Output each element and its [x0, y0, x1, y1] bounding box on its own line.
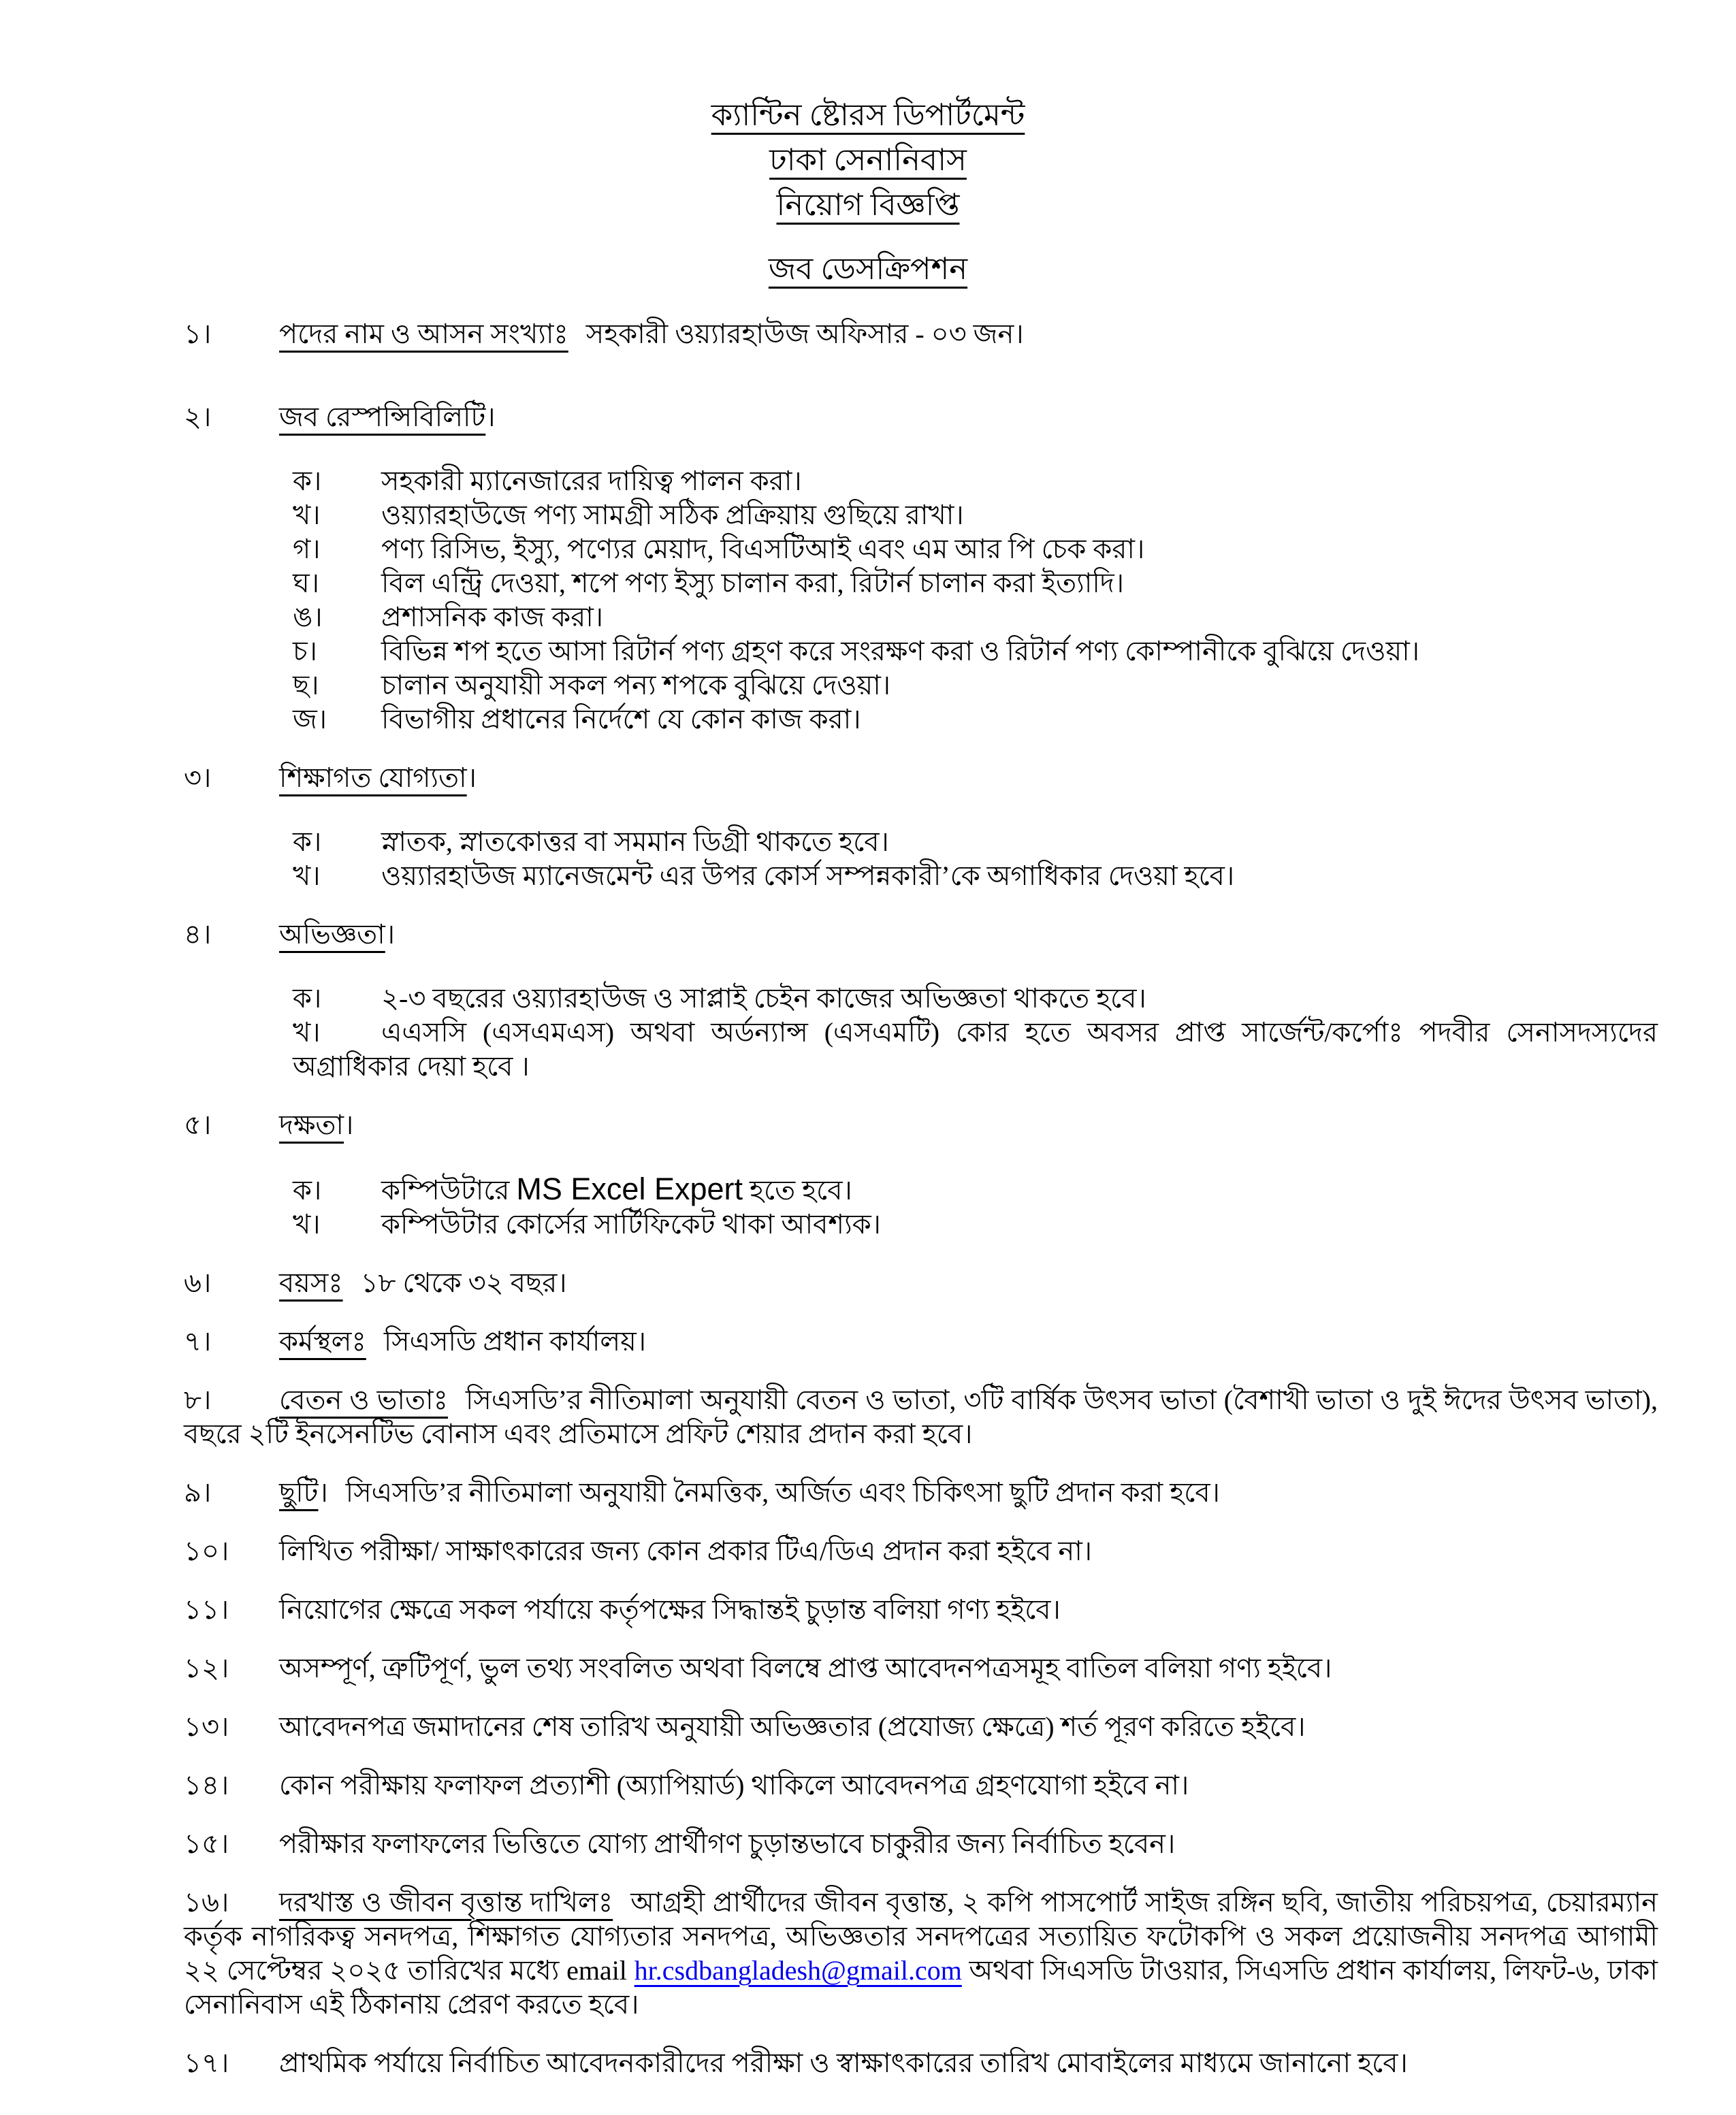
sub-text: কম্পিউটার কোর্সের সার্টিফিকেট থাকা আবশ্যক। — [381, 1209, 881, 1240]
sub-letter: ক। — [293, 826, 322, 857]
item-text: প্রাথমিক পর্যায়ে নির্বাচিত আবেদনকারীদের পরীক্ষা ও স্বাক্ষাৎকারের তারিখ মোবাইলের মাধ্যমে জানানো হবে। — [279, 2048, 1408, 2078]
item-number: ৫। — [184, 1110, 212, 1140]
sub-letter: চ। — [293, 636, 317, 666]
item-label: দরখাস্ত ও জীবন বৃত্তান্ত দাখিলঃ — [279, 1887, 613, 1918]
sub-letter: খ। — [293, 500, 321, 530]
item-1-post-name — [184, 317, 1658, 351]
sub-item — [293, 1208, 1658, 1242]
item-5-skills — [184, 1108, 1658, 1142]
sub-text: বিভাগীয় প্রধানের নির্দেশে যে কোন কাজ করা। — [381, 704, 861, 734]
item-label-suffix: । — [466, 762, 477, 793]
sub-text: সহকারী ম্যানেজারের দায়িত্ব পালন করা। — [381, 466, 802, 496]
sub-letter: ক। — [293, 466, 322, 496]
item-text: সহকারী ওয়্যারহাউজ অফিসার - ০৩ জন। — [585, 319, 1024, 349]
item-14-appeared-not-accepted — [184, 1769, 1658, 1803]
sub-item — [293, 634, 1658, 668]
sub-letter: ক। — [293, 1175, 322, 1206]
sub-item — [293, 1016, 1658, 1084]
item-label-suffix: । — [485, 402, 496, 432]
cantonment-title: ঢাকা সেনানিবাস — [769, 143, 967, 177]
item-6-age — [184, 1266, 1658, 1300]
item-label: জব রেস্পন্সিবিলিটি — [279, 402, 486, 432]
email-link[interactable]: hr.csdbangladesh@gmail.com — [634, 1955, 962, 1986]
item-15-final-selection — [184, 1827, 1658, 1861]
header-line-job-description — [0, 249, 1736, 289]
item-number: ১। — [184, 319, 212, 349]
item-number: ৩। — [184, 762, 212, 793]
header-line-department — [0, 95, 1736, 135]
item-text: নিয়োগের ক্ষেত্রে সকল পর্যায়ে কর্তৃপক্ষের সিদ্ধান্তই চুড়ান্ত বলিয়া গণ্য হইবে। — [279, 1594, 1061, 1625]
item-number: ১০। — [184, 1536, 229, 1566]
item-label: পদের নাম ও আসন সংখ্যাঃ — [279, 319, 568, 349]
item-17-exam-notification — [184, 2046, 1658, 2080]
item-text: আবেদনপত্র জমাদানের শেষ তারিখ অনুযায়ী অভিজ্ঞতার (প্রযোজ্য ক্ষেত্রে) শর্ত পূরণ করিতে হইবে। — [279, 1711, 1306, 1742]
sub-letter: খ। — [293, 1209, 321, 1240]
sub-text: ২-৩ বছরের ওয়্যারহাউজ ও সাপ্লাই চেইন কাজের অভিজ্ঞতা থাকতে হবে। — [381, 983, 1146, 1014]
item-label: শিক্ষাগত যোগ্যতা — [279, 762, 467, 793]
item-3-education — [184, 761, 1658, 795]
item-8-salary-allowance — [184, 1383, 1658, 1451]
document-header — [0, 95, 1736, 289]
sub-letter: ছ। — [293, 670, 319, 700]
item-label-suffix: । — [385, 919, 396, 950]
sub-item — [293, 668, 1658, 703]
sub-item — [293, 464, 1658, 498]
header-line-cantonment — [0, 140, 1736, 180]
item-label: কর্মস্থলঃ — [279, 1326, 366, 1357]
sub-text: পণ্য রিসিভ, ইস্যু, পণ্যের মেয়াদ, বিএসটিআই এবং এম আর পি চেক করা। — [381, 534, 1145, 564]
item-number: ২। — [184, 402, 212, 432]
item-number: ১২। — [184, 1653, 229, 1683]
item-text: সিএসডি’র নীতিমালা অনুযায়ী বেতন ও ভাতা, ৩টি বার্ষিক উৎসব ভাতা (বৈশাখী ভাতা ও দুই ঈদের উৎসব ভাতা), বছরে ২টি ইনসেনটিভ বোনাস এবং প্রতিমাসে প্রফিট শেয়ার প্রদান করা হবে। — [184, 1385, 1658, 1449]
sub-letter: জ। — [293, 704, 327, 734]
item-text: অসম্পূর্ণ, ত্রুটিপূর্ণ, ভুল তথ্য সংবলিত অথবা বিলম্বে প্রাপ্ত আবেদনপত্রসমূহ বাতিল বলিয়া গণ্য হইবে। — [279, 1653, 1332, 1683]
item-2-sublist — [184, 464, 1658, 737]
item-11-authority-decision — [184, 1593, 1658, 1627]
sub-letter: গ। — [293, 534, 321, 564]
sub-text: এএসসি (এসএমএস) অথবা অর্ডন্যান্স (এসএমটি) কোর হতে অবসর প্রাপ্ত সার্জেন্ট/কর্পোঃ পদবীর সেনাসদস্যদের অগ্রাধিকার দেয়া হবে । — [293, 1017, 1658, 1082]
ms-excel-expert-text: MS Excel Expert — [516, 1172, 743, 1206]
item-text: সিএসডি’র নীতিমালা অনুযায়ী নৈমত্তিক, অর্জিত এবং চিকিৎসা ছুটি প্রদান করা হবে। — [345, 1477, 1220, 1508]
item-12-incomplete-applications — [184, 1651, 1658, 1685]
sub-text: প্রশাসনিক কাজ করা। — [381, 602, 604, 632]
sub-item — [293, 982, 1658, 1016]
sub-text: ওয়্যারহাউজে পণ্য সামগ্রী সঠিক প্রক্রিয়ায় গুছিয়ে রাখা। — [381, 500, 964, 530]
item-4-sublist — [184, 982, 1658, 1084]
item-7-workplace — [184, 1325, 1658, 1359]
sub-item — [293, 1172, 1658, 1208]
item-16-application-submission — [184, 1886, 1658, 2022]
item-label-suffix: । — [344, 1110, 354, 1140]
item-text: ১৮ থেকে ৩২ বছর। — [360, 1268, 567, 1298]
sub-item — [293, 703, 1658, 737]
sub-text: বিল এন্ট্রি দেওয়া, শপে পণ্য ইস্যু চালান করা, রিটার্ন চালান করা ইত্যাদি। — [381, 568, 1125, 598]
item-number: ১১। — [184, 1594, 229, 1625]
item-text: সিএসডি প্রধান কার্যালয়। — [383, 1326, 647, 1357]
item-number: ৭। — [184, 1326, 212, 1357]
sub-letter: খ। — [293, 1017, 321, 1048]
sub-text: স্নাতক, স্নাতকোত্তর বা সমমান ডিগ্রী থাকতে হবে। — [381, 826, 889, 857]
item-4-experience — [184, 918, 1658, 952]
sub-text: বিভিন্ন শপ হতে আসা রিটার্ন পণ্য গ্রহণ করে সংরক্ষণ করা ও রিটার্ন পণ্য কোম্পানীকে বুঝিয়ে দেওয়া। — [381, 636, 1420, 666]
sub-text: চালান অনুযায়ী সকল পন্য শপকে বুঝিয়ে দেওয়া। — [381, 670, 891, 700]
sub-text: হতে হবে। — [743, 1175, 852, 1206]
sub-text: ওয়্যারহাউজ ম্যানেজমেন্ট এর উপর কোর্স সম্পন্নকারী’কে অগাধিকার দেওয়া হবে। — [381, 860, 1235, 891]
item-number: ৪। — [184, 919, 212, 950]
item-9-leave — [184, 1476, 1658, 1510]
item-number: ১৬। — [184, 1887, 229, 1918]
item-label: দক্ষতা — [279, 1110, 344, 1140]
item-label: অভিজ্ঞতা — [279, 919, 385, 950]
item-label: ছুটি — [279, 1477, 319, 1508]
item-number: ৯। — [184, 1477, 212, 1508]
item-text: কোন পরীক্ষায় ফলাফল প্রত্যাশী (অ্যাপিয়ার্ড) থাকিলে আবেদনপত্র গ্রহণযোগা হইবে না। — [279, 1770, 1189, 1801]
sub-letter: ঙ। — [293, 602, 323, 632]
recruitment-notice-title: নিয়োগ বিজ্ঞপ্তি — [776, 188, 960, 222]
item-text: অথবা সিএসডি টাওয়ার, সিএসডি প্রধান কার্যালয়, লিফট-৬, ঢাকা সেনানিবাস এই ঠিকানায় প্রেরণ করতে হবে। — [184, 1955, 1658, 2020]
item-number: ৬। — [184, 1268, 212, 1298]
item-label: বয়সঃ — [279, 1268, 343, 1298]
sub-item — [293, 566, 1658, 600]
header-line-notice — [0, 185, 1736, 225]
item-text: পরীক্ষার ফলাফলের ভিত্তিতে যোগ্য প্রার্থীগণ চুড়ান্তভাবে চাকুরীর জন্য নির্বাচিত হবেন। — [279, 1828, 1176, 1859]
sub-item — [293, 825, 1658, 859]
sub-item — [293, 600, 1658, 634]
sub-item — [293, 532, 1658, 566]
item-number: ১৪। — [184, 1770, 229, 1801]
item-label: বেতন ও ভাতাঃ — [279, 1385, 448, 1415]
item-text: আগ্রহী প্রার্থীদের জীবন বৃত্তান্ত, ২ কপি পাসপোর্ট সাইজ রঙ্গিন ছবি, জাতীয় পরিচয়পত্র, চেয়ারম্যান কর্তৃক নাগরিকত্ব সনদপত্র, শিক্ষাগত যোগ্যতার সনদপত্র, অভিজ্ঞতার সনদপত্রের সত্যায়িত ফটোকপি ও সকল প্রয়োজনীয় সনদপত্র আগামী ২২ সেপ্টেম্বর ২০২৫ তারিখের মধ্যে email — [184, 1887, 1658, 1986]
item-13-deadline-condition — [184, 1710, 1658, 1744]
item-number: ১৫। — [184, 1828, 229, 1859]
sub-letter: খ। — [293, 860, 321, 891]
item-text: লিখিত পরীক্ষা/ সাক্ষাৎকারের জন্য কোন প্রকার টিএ/ডিএ প্রদান করা হইবে না। — [279, 1536, 1093, 1566]
item-number: ১৩। — [184, 1711, 229, 1742]
sub-item — [293, 859, 1658, 893]
item-5-sublist — [184, 1172, 1658, 1242]
item-2-job-responsibility — [184, 400, 1658, 434]
sub-text: কম্পিউটারে — [381, 1175, 517, 1206]
sub-item — [293, 498, 1658, 532]
item-label-suffix: । — [318, 1477, 328, 1508]
job-description-title: জব ডেসক্রিপশন — [768, 252, 968, 286]
sub-letter: ঘ। — [293, 568, 320, 598]
item-10-no-ta-da — [184, 1534, 1658, 1568]
sub-letter: ক। — [293, 983, 322, 1014]
item-3-sublist — [184, 825, 1658, 893]
item-number: ৮। — [184, 1385, 212, 1415]
item-number: ১৭। — [184, 2048, 229, 2078]
department-title: ক্যান্টিন ষ্টোরস ডিপার্টমেন্ট — [711, 98, 1025, 132]
